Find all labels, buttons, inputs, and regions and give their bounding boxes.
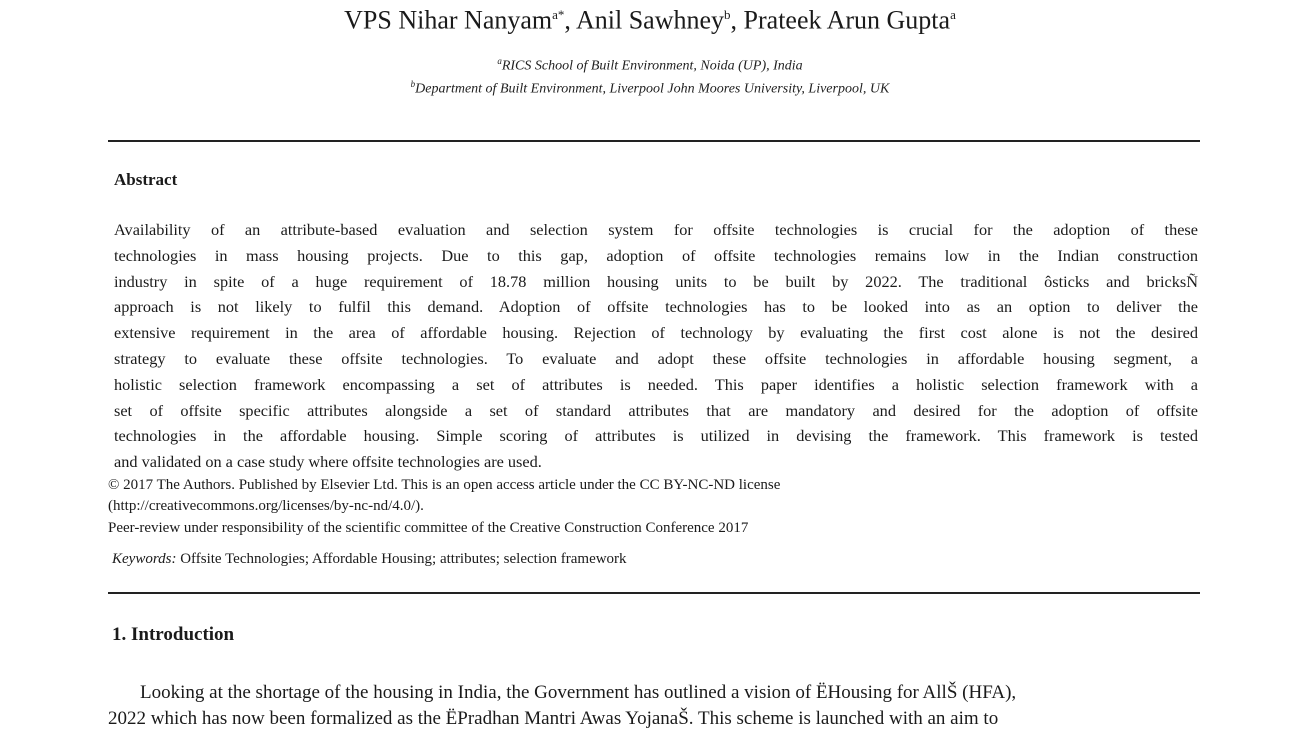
affiliation-mark: a <box>497 56 502 66</box>
abstract-line: technologies in mass housing projects. Due to this gap, adoption of offsite technologies remains low in the Indian construction <box>114 245 1198 265</box>
author-affiliation-mark: b <box>724 7 731 22</box>
license-link[interactable]: (http://creativecommons.org/licenses/by-nc-nd/4.0/). <box>108 498 424 514</box>
introduction-line: Looking at the shortage of the housing in India, the Government has outlined a vision of ËHousing for AllŠ (HFA), <box>140 682 1017 703</box>
abstract-line: strategy to evaluate these offsite technologies. To evaluate and adopt these offsite technologies in affordable housing segment, a <box>114 348 1198 368</box>
introduction-body <box>108 680 1200 732</box>
author-affiliation-mark: a <box>950 7 956 22</box>
abstract-line: industry in spite of a huge requirement of 18.78 million housing units to be built by 2022. The traditional ôsticks and bricksÑ <box>114 271 1198 291</box>
abstract-line: holistic selection framework encompassing a set of attributes is needed. This paper identifies a holistic selection framework with a <box>114 374 1198 394</box>
author-separator: , <box>564 5 576 35</box>
author-name: Prateek Arun Gupta <box>743 5 951 35</box>
copyright-notice <box>108 475 780 517</box>
top-divider <box>108 140 1200 142</box>
abstract-line: Availability of an attribute-based evaluation and selection system for offsite technologies is crucial for the adoption of these <box>114 220 1198 239</box>
peer-review-note: Peer-review under responsibility of the scientific committee of the Creative Construction Conference 2017 <box>108 520 749 536</box>
author-list <box>0 0 1300 38</box>
keywords-label: Keywords: <box>112 551 177 567</box>
introduction-line: 2022 which has now been formalized as the ËPradhan Mantri Awas YojanaŠ. This scheme is launched with an aim to <box>108 708 999 729</box>
affiliation-b <box>0 75 1300 99</box>
abstract-body <box>114 217 1198 475</box>
abstract-line: and validated on a case study where offsite technologies are used. <box>114 452 542 472</box>
copyright-line: © 2017 The Authors. Published by Elsevier Ltd. This is an open access article under the CC BY-NC-ND license <box>108 477 781 493</box>
abstract-line: technologies in the affordable housing. Simple scoring of attributes is utilized in devising the framework. This framework is tested <box>114 426 1198 446</box>
section-heading-introduction: 1. Introduction <box>112 624 235 645</box>
keywords-text: Offsite Technologies; Affordable Housing; attributes; selection framework <box>176 551 627 567</box>
bottom-divider <box>108 592 1200 594</box>
author-name: Anil Sawhney <box>576 5 725 35</box>
author-name: VPS Nihar Nanyam <box>344 5 553 35</box>
keywords <box>112 549 627 570</box>
affiliation-text: Department of Built Environment, Liverpool John Moores University, Liverpool, UK <box>415 81 890 97</box>
abstract-line: extensive requirement in the area of affordable housing. Rejection of technology by evaluating the first cost alone is not the desired <box>114 323 1198 343</box>
abstract-line: set of offsite specific attributes alongside a set of standard attributes that are mandatory and desired for the adoption of offsite <box>114 400 1198 420</box>
affiliation-text: RICS School of Built Environment, Noida (UP), India <box>501 58 803 74</box>
abstract-line: approach is not likely to fulfil this demand. Adoption of offsite technologies has to be looked into as an option to deliver the <box>114 297 1198 317</box>
author-separator: , <box>730 5 744 35</box>
affiliation-mark: b <box>410 79 416 89</box>
abstract-heading: Abstract <box>114 170 178 189</box>
author-affiliation-mark: a* <box>552 7 565 22</box>
affiliation-a <box>0 52 1300 76</box>
